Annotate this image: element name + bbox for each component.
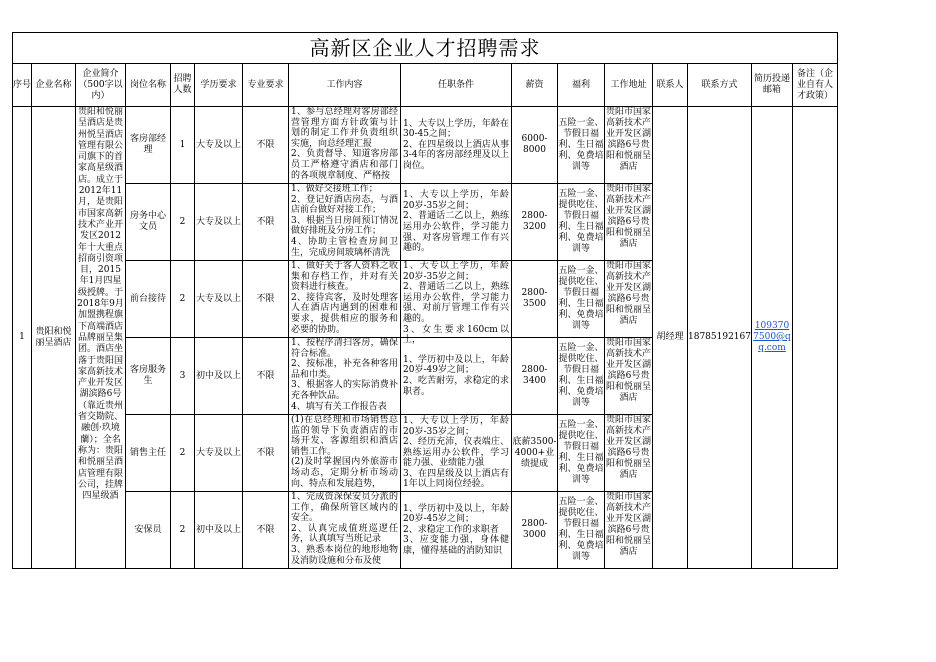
job-address-text: 贵阳市国家高新技术产业开发区湖滨路6号贵阳和悦丽呈酒店 bbox=[605, 415, 651, 480]
job-requirements bbox=[401, 184, 512, 261]
job-requirements-text: 1、大专以上学历，年龄20岁-35岁之间； 2、普通话二乙以上，熟练运用办公软件，学习能力强、对客房管理工作有兴趣的。 bbox=[403, 190, 509, 254]
job-duties bbox=[289, 261, 401, 338]
job-requirements bbox=[401, 492, 512, 569]
job-requirements-text: 1、学历初中及以上，年龄20岁-45岁之间； 2、求稳定工作的求职者 3、应变能力强，身体健康，懂得基础的消防知识 bbox=[403, 503, 509, 556]
job-benefits-text: 五险一金、节假日福利、生日福利、免费培训等 bbox=[558, 117, 604, 172]
job-requirements bbox=[401, 338, 512, 415]
job-duties bbox=[289, 338, 401, 415]
job-address bbox=[605, 261, 653, 338]
job-position: 客房服务生 bbox=[126, 338, 171, 415]
job-duties bbox=[289, 415, 401, 492]
contact-person: 胡经理 bbox=[653, 107, 688, 569]
header-duties: 工作内容 bbox=[289, 64, 401, 107]
job-requirements bbox=[401, 261, 512, 346]
job-requirements-text: 1、大专以上学历，年龄20岁-35岁之间； 2、经历充沛，仪表端庄、熟练运用办公软件，学习能力强、业绩能力强 3、在四星级及以上酒店有1年以上同岗位经验。 bbox=[403, 415, 509, 490]
job-benefits bbox=[558, 492, 605, 569]
job-major: 不限 bbox=[243, 261, 289, 338]
job-address bbox=[605, 415, 653, 492]
job-education: 初中及以上 bbox=[195, 338, 243, 415]
header-salary: 薪资 bbox=[512, 64, 558, 107]
job-count: 1 bbox=[171, 107, 195, 184]
job-duties bbox=[289, 492, 401, 569]
job-salary: 底薪3500-4000+业绩提成 bbox=[512, 415, 558, 492]
job-benefits bbox=[558, 415, 605, 492]
job-duties-text: 1、完成资深保安员分派的工作，确保所管区域内的安全。 2、认真完成值班巡逻任务，认真填写当班记录 3、熟悉本岗位的地形地物及消防设施和分布及使 bbox=[291, 492, 398, 566]
job-salary: 2800-3400 bbox=[512, 338, 558, 415]
job-duties-text: 1、做好交接班工作； 2、登记好酒店房态，与酒店前台做好对接工作； 3、根据当日房间预订情况做好排班及分房工作； 4、协助主管检查房间卫生，完成房间玻璃杯清洗 bbox=[291, 184, 398, 258]
job-duties bbox=[289, 184, 401, 261]
job-education: 大专及以上 bbox=[195, 261, 243, 338]
job-position: 前台接待 bbox=[126, 261, 171, 338]
job-requirements-text: 1、学历初中及以上，年龄20岁-49岁之间； 2、吃苦耐劳，求稳定的求职者。 bbox=[403, 354, 509, 397]
job-address-text: 贵阳市国家高新技术产业开发区湖滨路6号贵阳和悦丽呈酒店 bbox=[605, 107, 651, 172]
job-education: 大专及以上 bbox=[195, 184, 243, 261]
header-benefits: 福利 bbox=[558, 64, 605, 107]
job-benefits bbox=[558, 107, 605, 184]
job-requirements-text: 1、大专以上学历，年龄在30-45之间； 2、在四星级以上酒店从事3-4年的客房部经理及以上岗位。 bbox=[403, 118, 509, 171]
job-requirements-text: 1、大专以上学历，年龄20岁-35岁之间； 2、普通话二乙以上，熟练运用办公软件，学习能力强、对前厅管理工作有兴趣的。 3、女生要求160cm以上， bbox=[403, 261, 509, 346]
job-education: 大专及以上 bbox=[195, 107, 243, 184]
job-count: 2 bbox=[171, 184, 195, 261]
company-name: 贵阳和悦丽呈酒店 bbox=[32, 107, 76, 569]
header-company-intro: 企业简介（500字以内） bbox=[76, 64, 126, 107]
company-intro bbox=[76, 107, 126, 569]
job-address bbox=[605, 492, 653, 569]
header-contact-person: 联系人 bbox=[653, 64, 688, 107]
recruitment-table bbox=[12, 32, 838, 569]
contact-phone: 18785192167 bbox=[688, 107, 752, 569]
job-duties-text: (1)在总经理和市场销售总监的领导下负责酒店的市场开发、客源组织和酒店销售工作。 (2)及时掌握国内外旅游市场动态，定期分析市场动向、特点和发展趋势， bbox=[291, 415, 398, 489]
job-benefits-text: 五险一金、提供吃住、节假日福利、生日福利、免费培训等 bbox=[558, 266, 604, 331]
header-education: 学历要求 bbox=[195, 64, 243, 107]
job-count: 3 bbox=[171, 338, 195, 415]
job-count: 2 bbox=[171, 492, 195, 569]
job-requirements bbox=[401, 107, 512, 184]
job-benefits-text: 五险一金、提供吃住、节假日福利、生日福利、免费培训等 bbox=[558, 497, 604, 562]
header-major: 专业要求 bbox=[243, 64, 289, 107]
job-address bbox=[605, 184, 653, 261]
job-benefits-text: 五险一金、提供吃住、节假日福利、生日福利、免费培训等 bbox=[558, 343, 604, 408]
header-company-name: 企业名称 bbox=[32, 64, 76, 107]
header-requirements: 任职条件 bbox=[401, 64, 512, 107]
job-duties bbox=[289, 107, 401, 184]
job-address-text: 贵阳市国家高新技术产业开发区湖滨路6号贵阳和悦丽呈酒店 bbox=[605, 338, 651, 403]
header-email: 简历投递邮箱 bbox=[752, 64, 793, 107]
job-duties-text: 1、做好关于客人资料之收集和存档工作，并对有关资料进行核查。 2、接待宾客，及时处理客人在酒店内遇到的困难和要求，提供相应的服务和必要的协助。 bbox=[291, 261, 398, 335]
header-address: 工作地址 bbox=[605, 64, 653, 107]
header-row bbox=[13, 64, 838, 107]
job-position: 销售主任 bbox=[126, 415, 171, 492]
job-duties-text: 1、参与总经理对客房部经营管理方面方针政策与计划的制定工作并负责组织实施，向总经理汇报 2、负责督导、知道客房部员工严格遵守酒店和部门的各项规章制度、严格按 bbox=[291, 107, 398, 181]
header-index: 序号 bbox=[13, 64, 32, 107]
job-benefits-text: 五险一金、提供吃住、节假日福利、生日福利、免费培训等 bbox=[558, 189, 604, 254]
company-index: 1 bbox=[13, 107, 32, 569]
job-major: 不限 bbox=[243, 338, 289, 415]
table-row bbox=[13, 107, 838, 184]
job-position: 房务中心文员 bbox=[126, 184, 171, 261]
remark-cell bbox=[793, 107, 838, 569]
job-salary: 2800-3200 bbox=[512, 184, 558, 261]
job-salary: 2800-3500 bbox=[512, 261, 558, 338]
company-intro-text: 贵阳和悦丽呈酒店是贵州悦呈酒店管理有限公司旗下的首家高星级酒店。成立于2012年11月，是贵阳市国家高新技术产业开发区2012年十大重点招商引资项目，2015年1月四星级授牌。于2018年9月加盟携程旗下高端酒店品牌丽呈集团。酒店坐落于贵阳国家高新技术产业开发区湖滨路6号（靠近贵州省交勘院、融创·玖境蘭）；全名称为：贵阳和悦丽呈酒店管理有限公司，挂牌四星级酒 bbox=[77, 107, 124, 502]
job-position: 安保员 bbox=[126, 492, 171, 569]
job-duties-text: 1、按程序清扫客房，确保符合标准。 2、按标准，补充各种客用品和巾类。 3、根据客人的实际消费补充各种饮品。 4、填写有关工作报告表 bbox=[291, 338, 398, 412]
job-address-text: 贵阳市国家高新技术产业开发区湖滨路6号贵阳和悦丽呈酒店 bbox=[605, 261, 651, 326]
job-benefits bbox=[558, 261, 605, 338]
job-major: 不限 bbox=[243, 184, 289, 261]
job-benefits bbox=[558, 184, 605, 261]
header-remark: 备注（企业自有人才政策） bbox=[793, 64, 838, 107]
job-education: 大专及以上 bbox=[195, 415, 243, 492]
header-count: 招聘人数 bbox=[171, 64, 195, 107]
job-education: 初中及以上 bbox=[195, 492, 243, 569]
sheet-title: 高新区企业人才招聘需求 bbox=[13, 33, 838, 64]
job-address-text: 贵阳市国家高新技术产业开发区湖滨路6号贵阳和悦丽呈酒店 bbox=[605, 184, 651, 249]
job-position: 客房部经理 bbox=[126, 107, 171, 184]
job-benefits-text: 五险一金、提供吃住、节假日福利、生日福利、免费培训等 bbox=[558, 420, 604, 485]
job-major: 不限 bbox=[243, 415, 289, 492]
job-address-text: 贵阳市国家高新技术产业开发区湖滨路6号贵阳和悦丽呈酒店 bbox=[605, 492, 651, 557]
job-major: 不限 bbox=[243, 107, 289, 184]
job-address bbox=[605, 107, 653, 184]
job-address bbox=[605, 338, 653, 415]
job-salary: 6000-8000 bbox=[512, 107, 558, 184]
job-count: 2 bbox=[171, 415, 195, 492]
job-major: 不限 bbox=[243, 492, 289, 569]
header-position: 岗位名称 bbox=[126, 64, 171, 107]
job-benefits bbox=[558, 338, 605, 415]
job-requirements bbox=[401, 415, 512, 492]
header-contact-phone: 联系方式 bbox=[688, 64, 752, 107]
job-count: 2 bbox=[171, 261, 195, 338]
job-salary: 2800-3000 bbox=[512, 492, 558, 569]
email-cell bbox=[752, 107, 793, 569]
email-link[interactable]: 1093707500@qq.com bbox=[753, 321, 791, 353]
